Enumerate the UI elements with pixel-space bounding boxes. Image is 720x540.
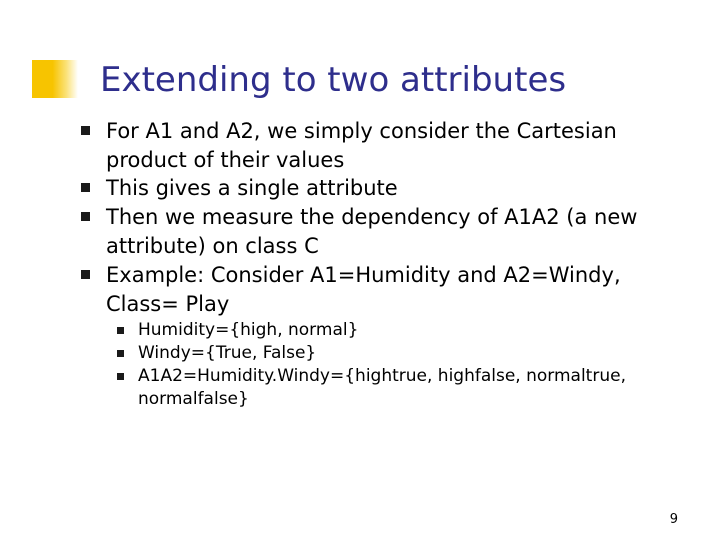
square-sub-bullet-icon [117, 350, 124, 357]
bullet-item: Example: Consider A1=Humidity and A2=Windy, Class= Play [106, 263, 621, 316]
sub-bullet-item: Windy={True, False} [138, 343, 317, 363]
square-sub-bullet-icon [117, 373, 124, 380]
sub-bullet-item: Humidity={high, normal} [138, 320, 359, 340]
bullet-item: This gives a single attribute [106, 176, 398, 200]
square-bullet-icon [81, 270, 90, 279]
title-accent-block [32, 60, 78, 98]
bullet-item: For A1 and A2, we simply consider the Cartesian product of their values [106, 119, 617, 172]
square-bullet-icon [81, 126, 90, 135]
page-number: 9 [669, 512, 678, 527]
bullet-item: Then we measure the dependency of A1A2 (a new attribute) on class C [106, 205, 638, 258]
square-bullet-icon [81, 212, 90, 221]
slide-title: Extending to two attributes [100, 60, 567, 100]
square-bullet-icon [81, 183, 90, 192]
sub-bullet-item: A1A2=Humidity.Windy={hightrue, highfalse, normaltrue, normalfalse} [138, 366, 626, 409]
square-sub-bullet-icon [117, 327, 124, 334]
